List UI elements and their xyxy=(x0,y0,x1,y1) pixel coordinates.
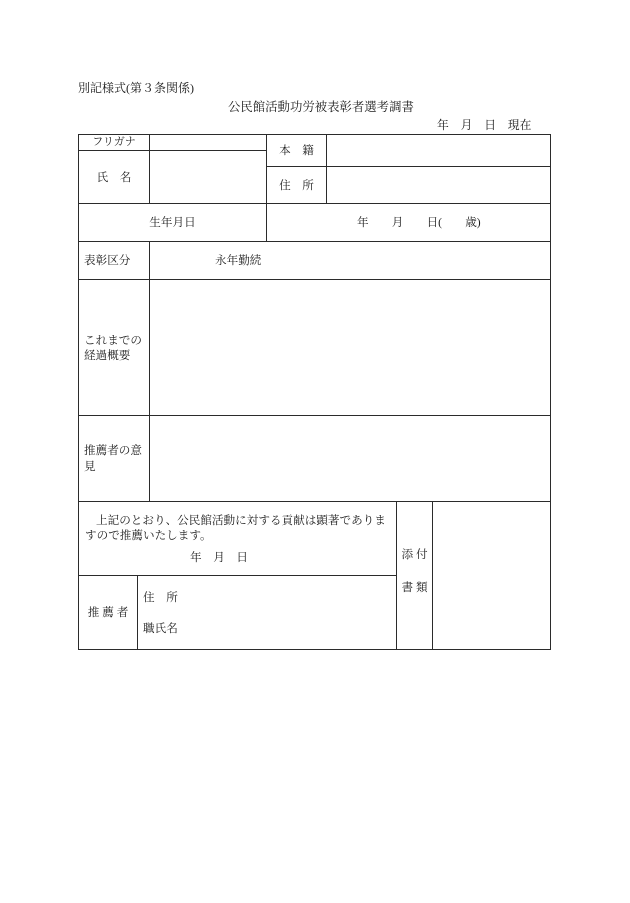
award-category-field xyxy=(149,241,551,280)
recommender-opinion-field xyxy=(149,415,551,502)
registered-domicile-label: 本 籍 xyxy=(279,144,314,157)
history-field xyxy=(149,279,551,416)
award-category-value: 永年勤続 xyxy=(215,254,262,267)
name-label-cell xyxy=(78,150,150,204)
recommender-label-cell xyxy=(78,575,138,650)
statement-line: すので推薦いたします。 xyxy=(85,529,212,542)
recommender-opinion-label-line: 見 xyxy=(84,459,96,473)
recommender-address-label: 住 所 xyxy=(143,591,178,604)
recommender-label: 推 薦 者 xyxy=(87,606,129,619)
birth-date-field xyxy=(266,203,551,242)
furigana-label: フリガナ xyxy=(92,136,136,148)
address-label-cell xyxy=(266,166,327,204)
history-label xyxy=(84,333,142,363)
address-field xyxy=(326,166,551,204)
recommender-opinion-label-line: 推薦者の意 xyxy=(84,443,142,457)
recommender-details-cell xyxy=(137,575,397,650)
address-label: 住 所 xyxy=(279,178,314,192)
recommender-title-name-label: 職氏名 xyxy=(143,622,178,635)
award-category-label-cell xyxy=(78,241,150,280)
furigana-label-cell xyxy=(78,134,150,151)
document-title: 公民館活動功労被表彰者選考調書 xyxy=(228,100,414,114)
recommender-opinion-label xyxy=(84,443,142,475)
attachments-label-cell xyxy=(396,501,433,650)
birth-date-label: 生年月日 xyxy=(149,216,196,229)
registered-domicile-field xyxy=(326,134,551,167)
name-label: 氏 名 xyxy=(96,170,132,184)
award-category-label: 表彰区分 xyxy=(84,254,131,267)
birth-date-label-cell xyxy=(78,203,267,242)
registered-domicile-label-cell xyxy=(266,134,327,167)
history-label-line: これまでの xyxy=(84,333,142,347)
name-field xyxy=(149,150,267,204)
statement-line: 上記のとおり、公民館活動に対する貢献は顕著でありま xyxy=(96,514,386,527)
attachments-label-line: 添 付 xyxy=(401,548,428,561)
statement-date: 年 月 日 xyxy=(190,551,248,564)
recommender-opinion-label-cell xyxy=(78,415,150,502)
as-of-date: 年 月 日 現在 xyxy=(437,118,532,132)
birth-date-value: 年 月 日( 歳) xyxy=(357,216,481,229)
form-reference: 別記様式(第３条関係) xyxy=(78,81,194,95)
recommendation-statement-cell xyxy=(78,501,397,576)
attachments-label-line: 書 類 xyxy=(401,581,428,594)
selection-record-table xyxy=(78,134,551,650)
history-label-line: 経過概要 xyxy=(84,348,131,362)
history-label-cell xyxy=(78,279,150,416)
attachments-field xyxy=(432,501,551,650)
furigana-field xyxy=(149,134,267,151)
